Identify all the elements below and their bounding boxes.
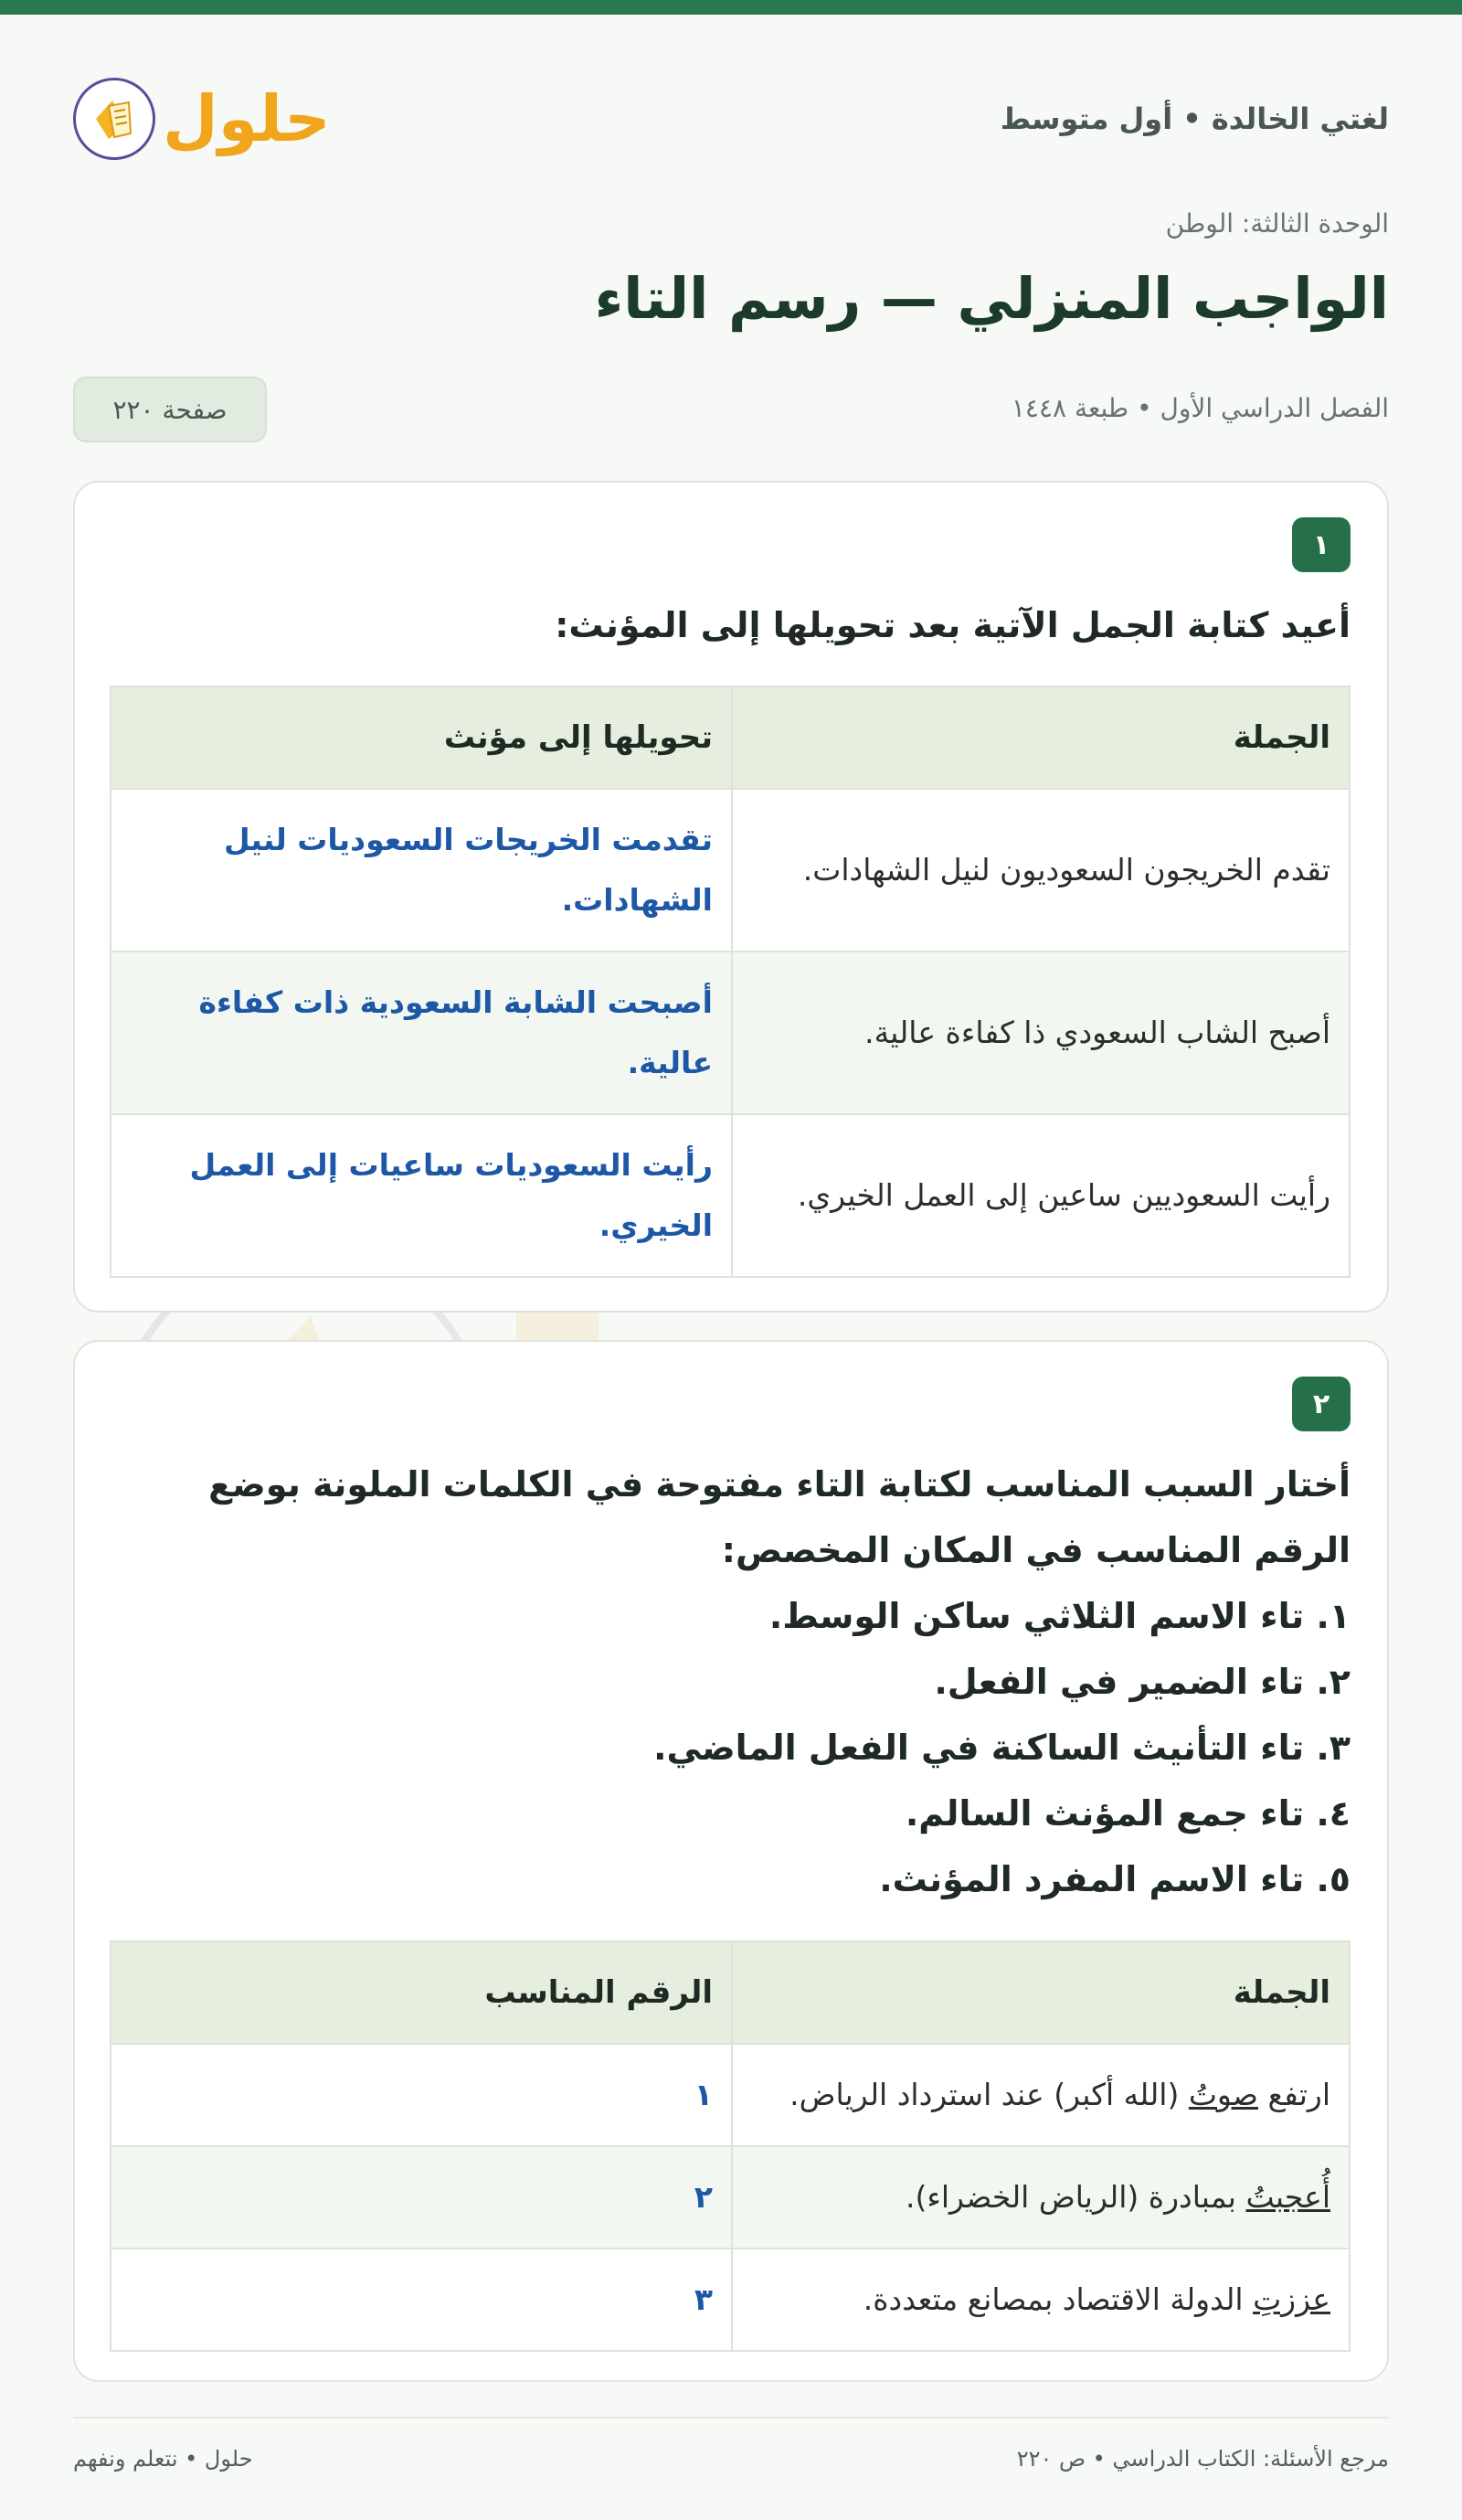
highlighted-word: صوتُ [1188,2077,1258,2112]
column-header: الرقم المناسب [111,1941,732,2044]
column-header: تحويلها إلى مؤنث [111,686,732,789]
sentence-suffix: بمبادرة (الرياض الخضراء). [905,2179,1246,2215]
sentence-cell: رأيت السعوديين ساعين إلى العمل الخيري. [732,1114,1350,1277]
list-item: ٥. تاء الاسم المفرد المؤنث. [879,1859,1351,1899]
feminine-conversion-table [110,686,1351,1278]
top-accent-bar [0,0,1462,15]
reasons-list [111,1583,1351,1912]
table-row [111,2146,1350,2249]
sentence-cell: أصبح الشاب السعودي ذا كفاءة عالية. [732,952,1350,1114]
semester-edition: الفصل الدراسي الأول • طبعة ١٤٤٨ [1011,393,1389,423]
answer-cell: تقدمت الخريجات السعوديات لنيل الشهادات. [111,789,732,952]
sentence-cell [732,2044,1350,2146]
sentence-cell: تقدم الخريجون السعوديون لنيل الشهادات. [732,789,1350,952]
list-item: ٤. تاء جمع المؤنث السالم. [905,1793,1351,1834]
answer-cell: رأيت السعوديات ساعيات إلى العمل الخيري. [111,1114,732,1277]
footer-brand: حلول • نتعلم ونفهم [73,2446,253,2472]
site-logo[interactable] [73,78,331,160]
question-card-1 [73,481,1389,1313]
footer-reference: مرجع الأسئلة: الكتاب الدراسي • ص ٢٢٠ [1016,2446,1389,2472]
table-row [111,2044,1350,2146]
question-text: أعيد كتابة الجمل الآتية بعد تحويلها إلى المؤنث: [555,605,1351,645]
logo-wordmark: حلول [163,81,331,156]
sentence-cell [732,2249,1350,2351]
page-number-chip: صفحة ٢٢٠ [73,377,267,442]
footer-divider [73,2417,1389,2419]
list-item: ٢. تاء الضمير في الفعل. [934,1662,1351,1702]
list-item: ٣. تاء التأنيث الساكنة في الفعل الماضي. [653,1728,1351,1768]
column-header: الجملة [732,1941,1350,2044]
table-row [111,952,1350,1114]
highlighted-word: عززتِ [1253,2281,1330,2317]
site-title: لغتي الخالدة • أول متوسط [1000,101,1389,136]
open-taa-reason-table [110,1941,1351,2352]
highlighted-word: أُعجبتُ [1245,2179,1330,2215]
unit-label: الوحدة الثالثة: الوطن [1165,208,1389,239]
page-title: الواجب المنزلي — رسم التاء [594,265,1389,332]
list-item: ١. تاء الاسم الثلاثي ساكن الوسط. [768,1596,1351,1636]
question-number-badge: ١ [1292,517,1351,572]
table-header-row [111,686,1350,789]
table-row [111,1114,1350,1277]
answer-cell: ١ [111,2044,732,2146]
sentence-suffix: (الله أكبر) عند استرداد الرياض. [789,2077,1189,2112]
table-header-row [111,1941,1350,2044]
column-header: الجملة [732,686,1350,789]
answer-cell: أصبحت الشابة السعودية ذات كفاءة عالية. [111,952,732,1114]
sentence-suffix: الدولة الاقتصاد بمصانع متعددة. [863,2281,1254,2317]
page-header [73,64,1389,174]
question-number-badge: ٢ [1292,1377,1351,1431]
book-icon [73,78,155,160]
sentence-prefix: ارتفع [1257,2077,1330,2112]
table-row [111,2249,1350,2351]
answer-cell: ٣ [111,2249,732,2351]
answer-cell: ٢ [111,2146,732,2249]
sentence-cell [732,2146,1350,2249]
table-row [111,789,1350,952]
question-card-2 [73,1340,1389,2382]
question-text: أختار السبب المناسب لكتابة التاء مفتوحة في الكلمات الملونة بوضع الرقم المناسب في المكان المخصص: [208,1464,1351,1570]
